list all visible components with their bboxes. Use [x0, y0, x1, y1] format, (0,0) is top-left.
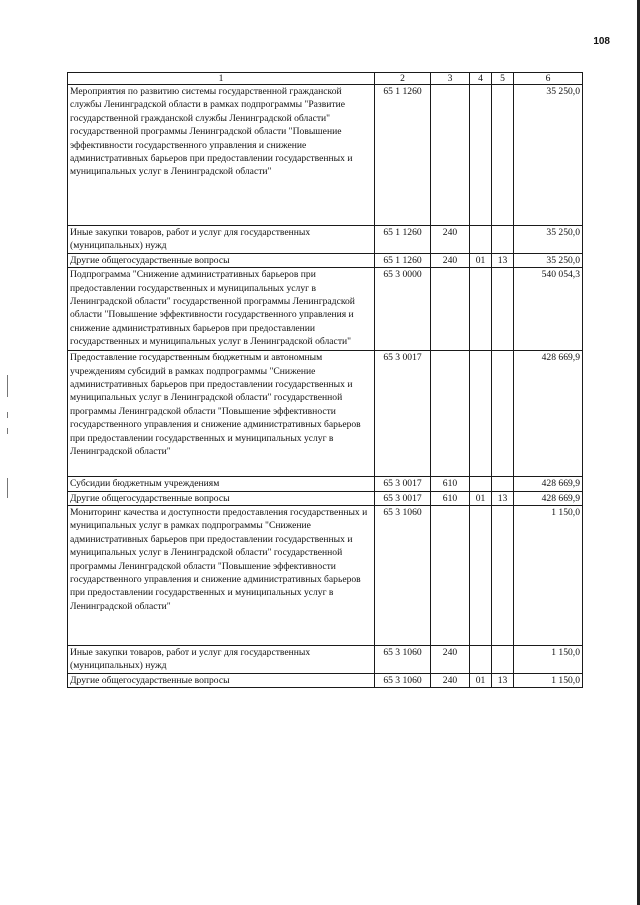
row-section-cell	[470, 646, 492, 674]
row-amount-cell: 1 150,0	[514, 646, 583, 674]
table-row	[68, 491, 583, 505]
row-subsection-cell	[492, 646, 514, 674]
row-expense-type-cell: 240	[431, 673, 470, 687]
page-number: 108	[593, 36, 610, 47]
row-expense-type-cell: 610	[431, 477, 470, 491]
row-amount-cell: 35 250,0	[514, 253, 583, 267]
row-subsection-cell	[492, 226, 514, 254]
table-row	[68, 506, 583, 646]
row-section-cell	[470, 226, 492, 254]
row-amount-cell: 540 054,3	[514, 268, 583, 351]
row-name-cell: Предоставление государственным бюджетным и автономным учреждениям субсидий в рамках подпрограммы "Снижение административных барьеров при предоставлении государственных и муниципальных услуг в Ленинградской области" государственной программы Ленинградской области "Повышение эффективности государственного управления и снижение административных барьеров при предоставлении государственных и муниципальных услуг в Ленинградской области"	[68, 351, 375, 477]
row-expense-type-cell: 240	[431, 226, 470, 254]
scan-margin-mark	[7, 375, 8, 397]
table-row	[68, 85, 583, 226]
row-name-cell: Мониторинг качества и доступности предоставления государственных и муниципальных услуг в рамках подпрограммы "Снижение административных барьеров при предоставлении государственных и муниципальных услуг в Ленинградской области" государственной программы Ленинградской области "Повышение эффективности государственного управления и снижение административных барьеров при предоставлении государственных и муниципальных услуг в Ленинградской области"	[68, 506, 375, 646]
table-row	[68, 673, 583, 687]
row-code-cell: 65 3 0017	[375, 477, 431, 491]
row-subsection-cell	[492, 351, 514, 477]
row-code-cell: 65 3 0017	[375, 351, 431, 477]
row-section-cell	[470, 477, 492, 491]
row-subsection-cell: 13	[492, 491, 514, 505]
row-code-cell: 65 3 0000	[375, 268, 431, 351]
row-section-cell	[470, 351, 492, 477]
row-code-cell: 65 3 0017	[375, 491, 431, 505]
row-amount-cell: 428 669,9	[514, 477, 583, 491]
row-expense-type-cell	[431, 85, 470, 226]
row-expense-type-cell	[431, 351, 470, 477]
row-section-cell	[470, 85, 492, 226]
row-name-cell: Иные закупки товаров, работ и услуг для государственных (муниципальных) нужд	[68, 226, 375, 254]
row-name-cell: Мероприятия по развитию системы государственной гражданской службы Ленинградской области в рамках подпрограммы "Развитие государственной гражданской службы Ленинградской области" государственной программы Ленинградской области "Повышение эффективности государственного управления и снижение административных барьеров при предоставлении государственных и муниципальных услуг в Ленинградской области"	[68, 85, 375, 226]
row-amount-cell: 1 150,0	[514, 673, 583, 687]
row-subsection-cell: 13	[492, 253, 514, 267]
header-cell: 4	[470, 73, 492, 85]
table-header-row	[68, 73, 583, 85]
row-code-cell: 65 3 1060	[375, 646, 431, 674]
row-section-cell: 01	[470, 491, 492, 505]
table-row	[68, 268, 583, 351]
row-code-cell: 65 1 1260	[375, 85, 431, 226]
header-cell: 3	[431, 73, 470, 85]
row-name-cell: Другие общегосударственные вопросы	[68, 673, 375, 687]
scan-margin-mark	[7, 478, 8, 498]
row-subsection-cell	[492, 268, 514, 351]
table-row	[68, 253, 583, 267]
row-subsection-cell	[492, 506, 514, 646]
row-expense-type-cell	[431, 506, 470, 646]
row-amount-cell: 428 669,9	[514, 351, 583, 477]
row-expense-type-cell: 610	[431, 491, 470, 505]
header-cell: 6	[514, 73, 583, 85]
header-cell: 1	[68, 73, 375, 85]
row-expense-type-cell: 240	[431, 646, 470, 674]
scan-margin-mark	[7, 412, 8, 418]
row-amount-cell: 428 669,9	[514, 491, 583, 505]
row-code-cell: 65 1 1260	[375, 226, 431, 254]
row-name-cell: Подпрограмма "Снижение административных барьеров при предоставлении государственных и муниципальных услуг в Ленинградской области" государственной программы Ленинградской области "Повышение эффективности государственного управления и снижение административных барьеров при предоставлении государственных и муниципальных услуг в Ленинградской области"	[68, 268, 375, 351]
row-amount-cell: 35 250,0	[514, 226, 583, 254]
header-cell: 5	[492, 73, 514, 85]
row-section-cell	[470, 506, 492, 646]
row-section-cell: 01	[470, 673, 492, 687]
scan-margin-mark	[7, 428, 8, 434]
row-expense-type-cell	[431, 268, 470, 351]
table-row	[68, 351, 583, 477]
row-section-cell: 01	[470, 253, 492, 267]
row-name-cell: Иные закупки товаров, работ и услуг для государственных (муниципальных) нужд	[68, 646, 375, 674]
row-amount-cell: 1 150,0	[514, 506, 583, 646]
row-name-cell: Субсидии бюджетным учреждениям	[68, 477, 375, 491]
row-amount-cell: 35 250,0	[514, 85, 583, 226]
row-code-cell: 65 3 1060	[375, 506, 431, 646]
row-code-cell: 65 1 1260	[375, 253, 431, 267]
row-expense-type-cell: 240	[431, 253, 470, 267]
row-section-cell	[470, 268, 492, 351]
table-row	[68, 477, 583, 491]
row-name-cell: Другие общегосударственные вопросы	[68, 491, 375, 505]
table-row	[68, 226, 583, 254]
budget-table	[67, 72, 583, 688]
row-subsection-cell: 13	[492, 673, 514, 687]
header-cell: 2	[375, 73, 431, 85]
table-row	[68, 646, 583, 674]
row-subsection-cell	[492, 477, 514, 491]
row-subsection-cell	[492, 85, 514, 226]
row-name-cell: Другие общегосударственные вопросы	[68, 253, 375, 267]
row-code-cell: 65 3 1060	[375, 673, 431, 687]
